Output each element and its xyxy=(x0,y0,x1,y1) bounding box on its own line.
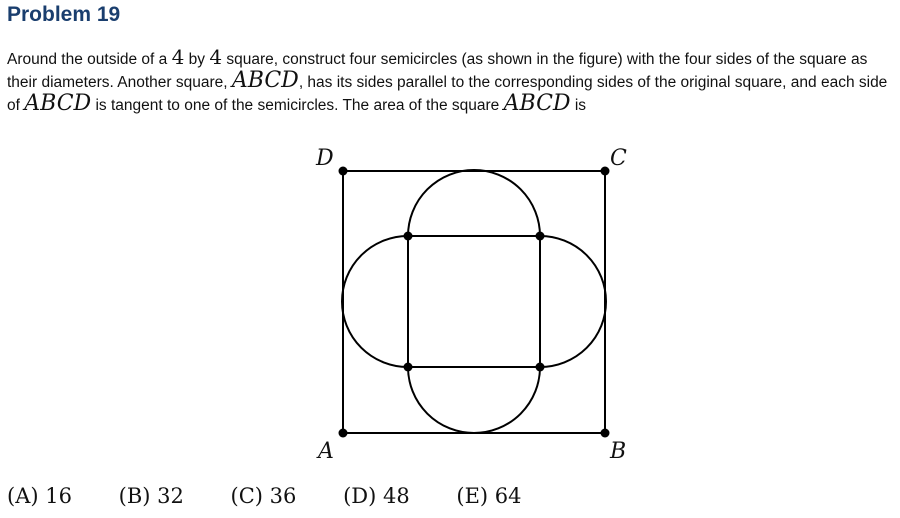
vertex-label-c: C xyxy=(610,146,627,171)
answer-choice-d[interactable]: (D) 48 xyxy=(343,484,410,508)
math-square-name: ABCD xyxy=(503,91,571,116)
semicircle-bottom xyxy=(408,367,540,433)
vertex-b-dot xyxy=(601,429,610,438)
outer-square-abcd xyxy=(343,171,605,433)
problem-text: is xyxy=(570,97,587,114)
vertex-label-b: B xyxy=(610,439,627,464)
problem-text: is tangent to one of the semicircles. The area of the square xyxy=(91,97,504,114)
math-side-length: 4 xyxy=(209,45,223,69)
problem-text: by xyxy=(184,51,210,68)
math-side-length: 4 xyxy=(171,45,185,69)
problem-text: , has its sides parallel to the corresponding sides of the original square, and each side of xyxy=(7,74,888,114)
geometry-figure xyxy=(300,140,660,470)
vertex-c-dot xyxy=(601,167,610,176)
vertex-label-a: A xyxy=(318,439,334,464)
problem-title: Problem 19 xyxy=(7,3,121,26)
answer-choice-b[interactable]: (B) 32 xyxy=(118,484,184,508)
math-square-name: ABCD xyxy=(231,68,299,93)
inner-corner-dot xyxy=(404,232,413,241)
semicircle-right xyxy=(540,236,606,367)
math-square-name: ABCD xyxy=(24,91,92,116)
vertex-a-dot xyxy=(339,429,348,438)
inner-corner-dot xyxy=(404,363,413,372)
inner-corner-dot xyxy=(536,232,545,241)
inner-corner-dot xyxy=(536,363,545,372)
answer-choice-c[interactable]: (C) 36 xyxy=(230,484,297,508)
problem-statement xyxy=(7,47,897,116)
problem-text: Around the outside of a xyxy=(7,51,172,68)
answer-choices xyxy=(7,484,522,508)
semicircle-left xyxy=(342,236,408,367)
answer-choice-e[interactable]: (E) 64 xyxy=(456,484,522,508)
semicircle-top xyxy=(408,170,540,236)
inner-square xyxy=(408,236,540,367)
problem-text: square, construct four semicircles (as shown in the figure) with the four sides of the square as their diameters. Another square, xyxy=(7,51,868,91)
answer-choice-a[interactable]: (A) 16 xyxy=(7,484,72,508)
vertex-label-d: D xyxy=(316,146,334,171)
vertex-d-dot xyxy=(339,167,348,176)
